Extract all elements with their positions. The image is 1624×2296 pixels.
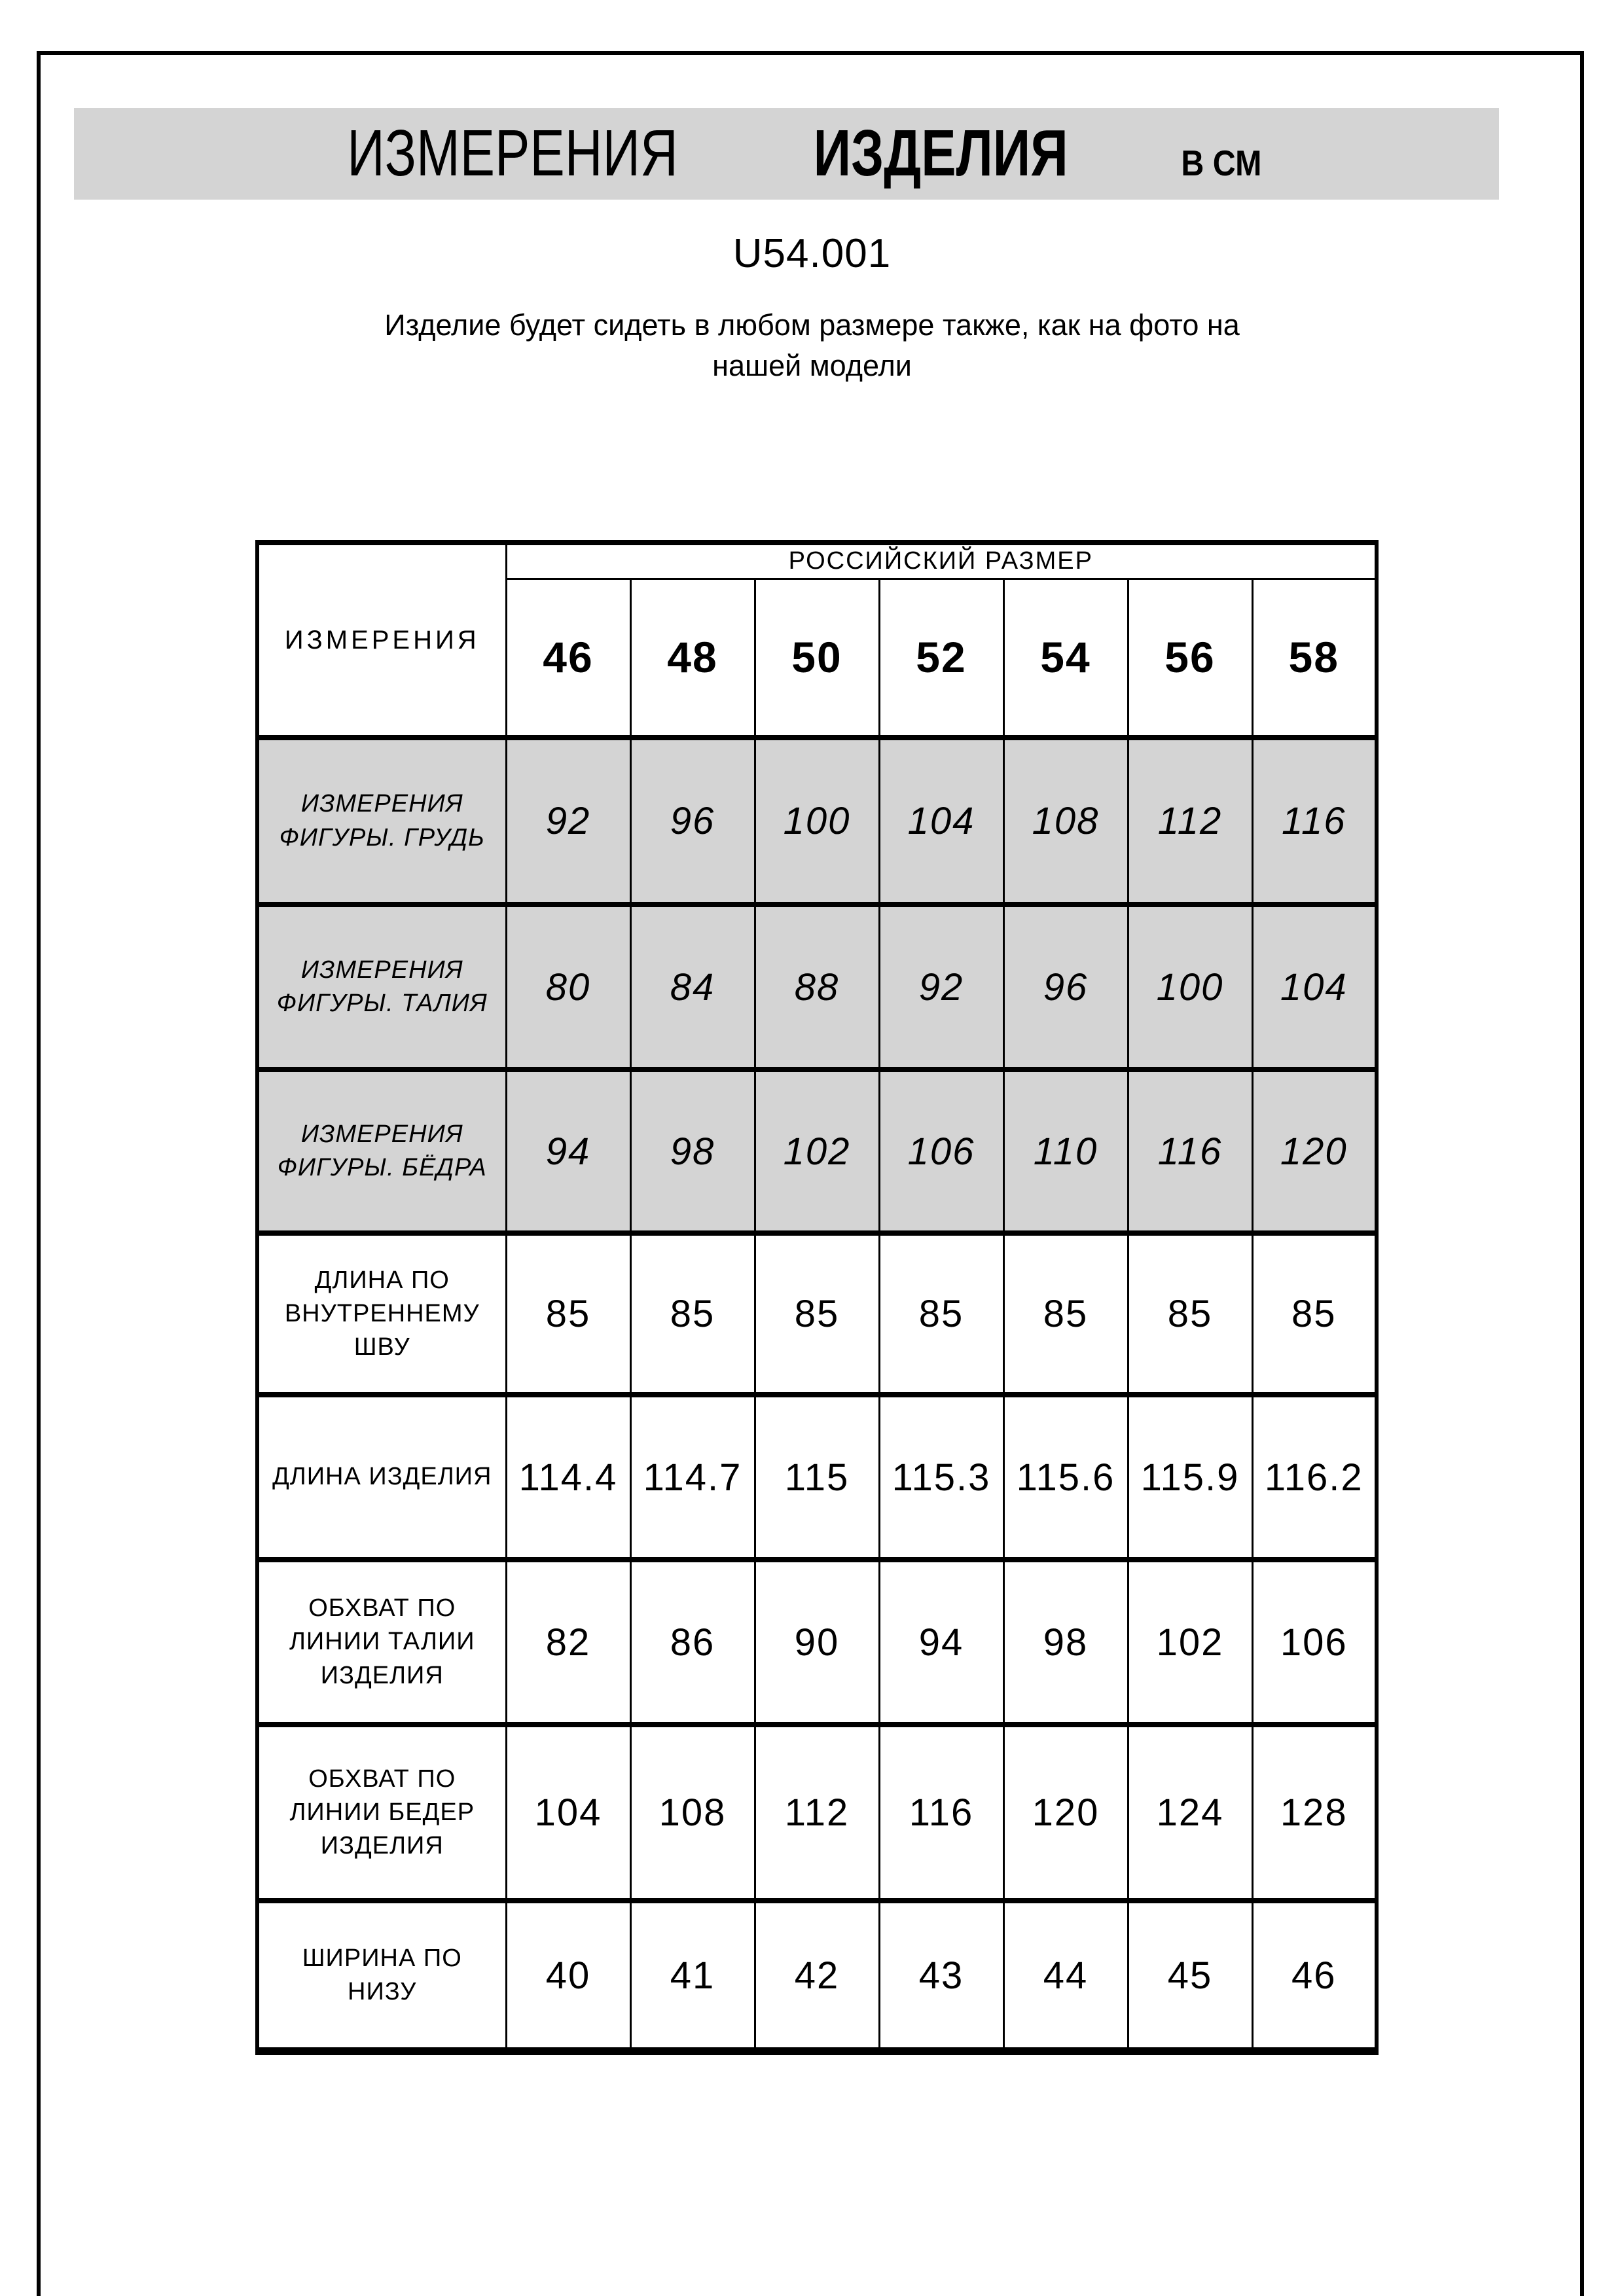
value-cell: 85: [1003, 1233, 1128, 1395]
row-label: ДЛИНА ПО ВНУТРЕННЕМУ ШВУ: [257, 1233, 506, 1395]
value-cell: 120: [1252, 1069, 1377, 1233]
size-header: 58: [1252, 579, 1377, 738]
value-cell: 46: [1252, 1901, 1377, 2051]
value-cell: 85: [506, 1233, 630, 1395]
value-cell: 115: [755, 1395, 879, 1560]
table-row: [257, 905, 1377, 1069]
value-cell: 85: [879, 1233, 1003, 1395]
value-cell: 94: [506, 1069, 630, 1233]
value-cell: 85: [755, 1233, 879, 1395]
value-cell: 80: [506, 905, 630, 1069]
table-row: [257, 1395, 1377, 1560]
value-cell: 94: [879, 1560, 1003, 1725]
value-cell: 102: [755, 1069, 879, 1233]
value-cell: 45: [1128, 1901, 1252, 2051]
value-cell: 116: [1128, 1069, 1252, 1233]
value-cell: 42: [755, 1901, 879, 2051]
value-cell: 90: [755, 1560, 879, 1725]
value-cell: 85: [1128, 1233, 1252, 1395]
table-row: [257, 1560, 1377, 1725]
value-cell: 85: [1252, 1233, 1377, 1395]
row-label: ИЗМЕРЕНИЯ ФИГУРЫ. БЁДРА: [257, 1069, 506, 1233]
size-header: 46: [506, 579, 630, 738]
value-cell: 114.4: [506, 1395, 630, 1560]
value-cell: 108: [1003, 738, 1128, 905]
table-row: [257, 1901, 1377, 2051]
row-label: ОБХВАТ ПО ЛИНИИ ТАЛИИ ИЗДЕЛИЯ: [257, 1560, 506, 1725]
size-header: 56: [1128, 579, 1252, 738]
value-cell: 98: [630, 1069, 755, 1233]
value-cell: 116: [879, 1725, 1003, 1901]
value-cell: 112: [1128, 738, 1252, 905]
value-cell: 116: [1252, 738, 1377, 905]
table-row: [257, 1233, 1377, 1395]
value-cell: 96: [630, 738, 755, 905]
row-label: ОБХВАТ ПО ЛИНИИ БЕДЕР ИЗДЕЛИЯ: [257, 1725, 506, 1901]
title-word-izdeliya: ИЗДЕЛИЯ: [814, 117, 1069, 190]
title-word-izmereniya: ИЗМЕРЕНИЯ: [347, 117, 679, 190]
value-cell: 85: [630, 1233, 755, 1395]
row-label: ИЗМЕРЕНИЯ ФИГУРЫ. ГРУДЬ: [257, 738, 506, 905]
value-cell: 41: [630, 1901, 755, 2051]
value-cell: 92: [879, 905, 1003, 1069]
value-cell: 104: [506, 1725, 630, 1901]
russian-size-header-cell: РОССИЙСКИЙ РАЗМЕР: [506, 543, 1377, 579]
value-cell: 82: [506, 1560, 630, 1725]
value-cell: 100: [1128, 905, 1252, 1069]
size-header: 50: [755, 579, 879, 738]
value-cell: 84: [630, 905, 755, 1069]
subtitle-line-1: Изделие будет сидеть в любом размере также, как на фото на: [384, 308, 1240, 342]
table-row: [257, 1069, 1377, 1233]
value-cell: 92: [506, 738, 630, 905]
value-cell: 40: [506, 1901, 630, 2051]
size-header: 54: [1003, 579, 1128, 738]
value-cell: 88: [755, 905, 879, 1069]
value-cell: 104: [1252, 905, 1377, 1069]
value-cell: 100: [755, 738, 879, 905]
title-banner: [74, 108, 1499, 200]
title-units-v-sm: В СМ: [1181, 143, 1262, 183]
value-cell: 116.2: [1252, 1395, 1377, 1560]
size-table: [255, 540, 1379, 2055]
value-cell: 96: [1003, 905, 1128, 1069]
row-label: ШИРИНА ПО НИЗУ: [257, 1901, 506, 2051]
value-cell: 108: [630, 1725, 755, 1901]
value-cell: 86: [630, 1560, 755, 1725]
value-cell: 110: [1003, 1069, 1128, 1233]
article-code: U54.001: [732, 231, 892, 276]
table-row: [257, 1725, 1377, 1901]
row-label: ИЗМЕРЕНИЯ ФИГУРЫ. ТАЛИЯ: [257, 905, 506, 1069]
size-header: 52: [879, 579, 1003, 738]
value-cell: 128: [1252, 1725, 1377, 1901]
value-cell: 102: [1128, 1560, 1252, 1725]
table-header-row-group: [257, 543, 1377, 579]
value-cell: 112: [755, 1725, 879, 1901]
value-cell: 106: [1252, 1560, 1377, 1725]
value-cell: 114.7: [630, 1395, 755, 1560]
subtitle-line-2: нашей модели: [712, 349, 912, 382]
value-cell: 115.6: [1003, 1395, 1128, 1560]
size-header: 48: [630, 579, 755, 738]
value-cell: 124: [1128, 1725, 1252, 1901]
value-cell: 43: [879, 1901, 1003, 2051]
value-cell: 106: [879, 1069, 1003, 1233]
measurements-header-cell: ИЗМЕРЕНИЯ: [257, 543, 506, 738]
row-label: ДЛИНА ИЗДЕЛИЯ: [257, 1395, 506, 1560]
value-cell: 115.9: [1128, 1395, 1252, 1560]
subtitle: [0, 305, 1624, 386]
value-cell: 44: [1003, 1901, 1128, 2051]
value-cell: 104: [879, 738, 1003, 905]
value-cell: 120: [1003, 1725, 1128, 1901]
value-cell: 98: [1003, 1560, 1128, 1725]
table-row: [257, 738, 1377, 905]
value-cell: 115.3: [879, 1395, 1003, 1560]
